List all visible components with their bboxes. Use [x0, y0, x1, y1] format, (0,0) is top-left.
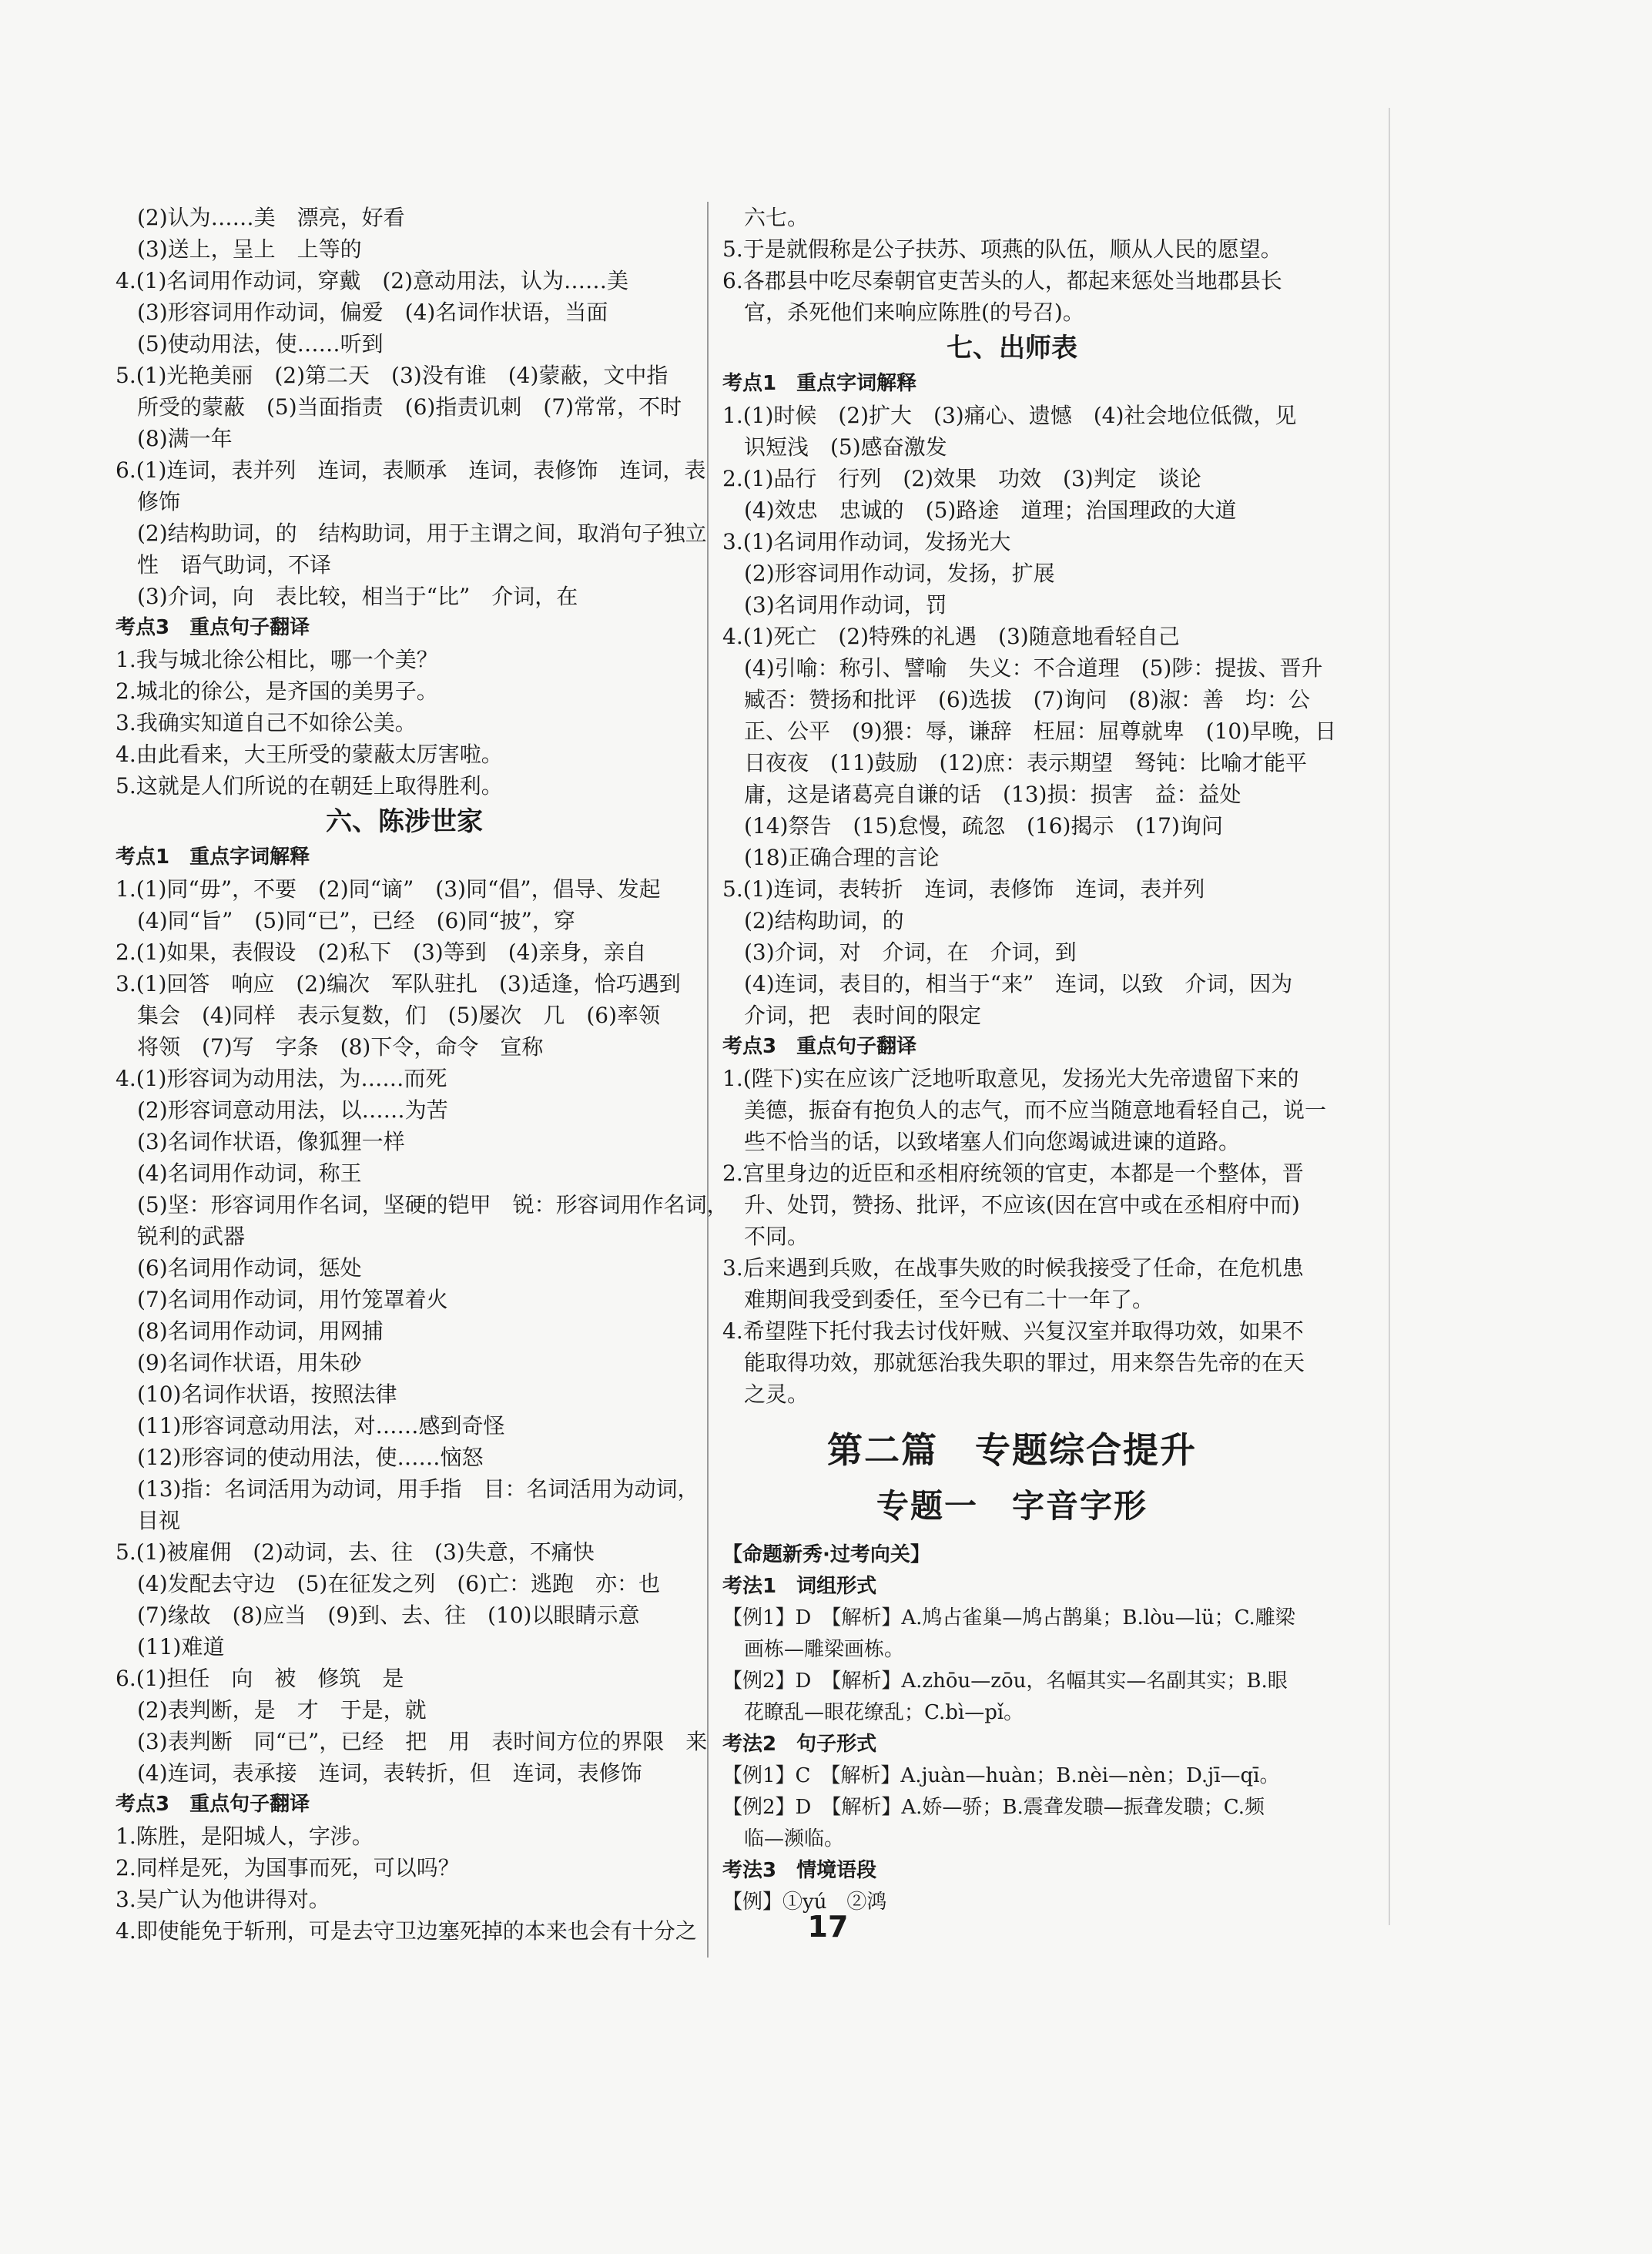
subsection-heading: 考点3 重点句子翻译	[116, 1793, 310, 1816]
text-line: 美德，振奋有抱负人的志气，而不应当随意地看轻自己，说一	[744, 1097, 1327, 1123]
text-line: 5.(1)被雇佣 (2)动词，去、往 (3)失意，不痛快	[116, 1539, 595, 1565]
text-line: 集会 (4)同样 表示复数，们 (5)屡次 几 (6)率领	[137, 1003, 660, 1028]
text-line: (2)结构助词，的	[744, 908, 904, 933]
text-line: (3)名词用作动词，罚	[744, 592, 947, 618]
subsection-heading: 考法2 句子形式	[722, 1733, 877, 1756]
text-line: 5.(1)光艳美丽 (2)第二天 (3)没有谁 (4)蒙蔽，文中指	[116, 363, 669, 388]
text-line: (2)认为……美 漂亮，好看	[137, 205, 405, 230]
subsection-heading: 考点1 重点字词解释	[722, 372, 917, 395]
text-line: (13)指：名词活用为动词，用手指 目：名词活用为动词，	[137, 1476, 699, 1502]
text-line: (4)同“旨” (5)同“已”，已经 (6)同“披”，穿	[137, 908, 575, 933]
text-line: 4.(1)形容词为动用法，为……而死	[116, 1066, 447, 1091]
subsection-heading: 考法3 情境语段	[722, 1859, 877, 1882]
text-line: (2)形容词意动用法，以……为苦	[137, 1097, 448, 1123]
text-line: (6)名词用作动词，惩处	[137, 1255, 362, 1281]
text-line: 5.这就是人们所说的在朝廷上取得胜利。	[116, 773, 503, 799]
text-line: 1.(陛下)实在应该广泛地听取意见，发扬光大先帝遗留下来的	[722, 1066, 1299, 1091]
text-line: 3.(1)名词用作动词，发扬光大	[722, 529, 1011, 554]
text-line: 1.(1)时候 (2)扩大 (3)痛心、遗憾 (4)社会地位低微，见	[722, 403, 1297, 428]
text-line: (3)表判断 同“已”，已经 把 用 表时间方位的界限 来	[137, 1729, 708, 1754]
chapter-heading: 专题一 字音字形	[876, 1487, 1148, 1525]
text-line: 1.(1)同“毋”，不要 (2)同“谪” (3)同“倡”，倡导、发起	[116, 876, 661, 902]
text-line: (5)使动用法，使……听到	[137, 331, 384, 357]
text-line: 【例2】D 【解析】A.zhōu—zōu，名幅其实—名副其实；B.眼	[722, 1670, 1288, 1693]
text-line: (3)介词，对 介词，在 介词，到	[744, 939, 1077, 965]
text-line: (2)结构助词，的 结构助词，用于主谓之间，取消句子独立	[137, 521, 707, 546]
text-line: 正、公平 (9)猥：辱，谦辞 枉屈：屈尊就卑 (10)早晚，日	[744, 718, 1337, 744]
text-line: 日夜夜 (11)鼓励 (12)庶：表示期望 驽钝：比喻才能平	[744, 750, 1307, 775]
text-line: (2)形容词用作动词，发扬，扩展	[744, 561, 1055, 586]
subsection-heading: 【命题新秀·过考向关】	[722, 1543, 930, 1566]
text-line: 能取得功效，那就惩治我失职的罪过，用来祭告先帝的在天	[744, 1350, 1305, 1375]
text-line: (9)名词作状语，用朱砂	[137, 1350, 362, 1375]
text-line: (4)连词，表目的，相当于“来” 连词，以致 介词，因为	[744, 971, 1293, 996]
text-line: 4.由此看来，大王所受的蒙蔽太厉害啦。	[116, 742, 503, 767]
text-line: 1.陈胜，是阳城人，字涉。	[116, 1824, 374, 1849]
text-line: 2.城北的徐公，是齐国的美男子。	[116, 678, 438, 704]
page-number: 17	[807, 1910, 849, 1944]
text-line: 花瞭乱—眼花缭乱；C.bì—pǐ。	[744, 1701, 1024, 1724]
text-line: 3.我确实知道自己不如徐公美。	[116, 710, 417, 735]
text-line: 庸，这是诸葛亮自谦的话 (13)损：损害 益：益处	[744, 782, 1242, 807]
text-line: 些不恰当的话，以致堵塞人们向您竭诚进谏的道路。	[744, 1129, 1241, 1154]
text-line: 臧否：赞扬和批评 (6)选拔 (7)询问 (8)淑：善 均：公	[744, 687, 1310, 712]
subsection-heading: 考点3 重点句子翻译	[722, 1035, 917, 1058]
text-line: (14)祭告 (15)怠慢，疏忽 (16)揭示 (17)询问	[744, 813, 1223, 839]
text-line: (3)形容词用作动词，偏爱 (4)名词作状语，当面	[137, 300, 608, 325]
text-line: (4)发配去守边 (5)在征发之列 (6)亡：逃跑 亦：也	[137, 1571, 660, 1596]
text-line: 六七。	[744, 205, 809, 230]
text-line: (11)形容词意动用法，对……感到奇怪	[137, 1413, 505, 1438]
section-heading: 六、陈涉世家	[326, 806, 483, 837]
text-line: 3.后来遇到兵败，在战事失败的时候我接受了任命，在危机患	[722, 1255, 1304, 1281]
text-line: (8)满一年	[137, 426, 233, 451]
text-line: (12)形容词的使动用法，使……恼怒	[137, 1445, 484, 1470]
text-line: 6.各郡县中吃尽秦朝官吏苦头的人，都起来惩处当地郡县长	[722, 268, 1282, 293]
text-line: 1.我与城北徐公相比，哪一个美？	[116, 647, 438, 672]
text-line: 2.(1)品行 行列 (2)效果 功效 (3)判定 谈论	[722, 466, 1201, 491]
chapter-heading: 第二篇 专题综合提升	[827, 1429, 1197, 1471]
text-line: (4)效忠 忠诚的 (5)路途 道理；治国理政的大道	[744, 497, 1237, 523]
text-line: (7)缘故 (8)应当 (9)到、去、往 (10)以眼睛示意	[137, 1603, 640, 1628]
text-line: 2.宫里身边的近臣和丞相府统领的官吏，本都是一个整体，晋	[722, 1160, 1304, 1186]
text-line: 【例1】C 【解析】A.juàn—huàn；B.nèi—nèn；D.jī—qī。	[722, 1764, 1280, 1787]
text-line: (7)名词用作动词，用竹笼罩着火	[137, 1287, 448, 1312]
text-line: (2)表判断，是 才 于是，就	[137, 1697, 427, 1723]
text-line: 【例】①yú ②鸿	[722, 1891, 887, 1914]
text-line: 2.(1)如果，表假设 (2)私下 (3)等到 (4)亲身，亲自	[116, 939, 647, 965]
subsection-heading: 考点1 重点字词解释	[116, 846, 310, 869]
text-line: 4.希望陛下托付我去讨伐奸贼、兴复汉室并取得功效，如果不	[722, 1318, 1304, 1344]
text-line: 6.(1)担任 向 被 修筑 是	[116, 1666, 404, 1691]
text-line: 5.(1)连词，表转折 连词，表修饰 连词，表并列	[722, 876, 1205, 902]
text-line: (10)名词作状语，按照法律	[137, 1382, 397, 1407]
text-line: 介词，把 表时间的限定	[744, 1003, 982, 1028]
text-line: (18)正确合理的言论	[744, 845, 940, 870]
text-line: 3.(1)回答 响应 (2)编次 军队驻扎 (3)适逢，恰巧遇到	[116, 971, 681, 996]
scan-edge-line	[1389, 108, 1390, 1925]
text-line: 所受的蒙蔽 (5)当面指责 (6)指责讥刺 (7)常常，不时	[137, 394, 682, 420]
text-line: (11)难道	[137, 1634, 225, 1660]
text-line: 锐利的武器	[137, 1224, 246, 1249]
column-divider	[707, 202, 709, 1958]
text-line: 修饰	[137, 489, 181, 514]
text-line: 之灵。	[744, 1382, 809, 1407]
subsection-heading: 考点3 重点句子翻译	[116, 616, 310, 639]
right-column	[722, 202, 1337, 1918]
text-line: 将领 (7)写 字条 (8)下令，命令 宣称	[137, 1034, 544, 1060]
text-line: 目视	[137, 1508, 181, 1533]
text-line: 6.(1)连词，表并列 连词，表顺承 连词，表修饰 连词，表	[116, 457, 706, 483]
text-line: 性 语气助词，不译	[137, 552, 332, 578]
text-line: (3)名词作状语，像狐狸一样	[137, 1129, 405, 1154]
text-line: (3)介词，向 表比较，相当于“比” 介词，在	[137, 584, 578, 609]
text-line: 5.于是就假称是公子扶苏、项燕的队伍，顺从人民的愿望。	[722, 236, 1282, 262]
text-line: 【例2】D 【解析】A.娇—骄；B.震聋发聩—振聋发聩；C.频	[722, 1796, 1265, 1819]
text-line: (4)名词用作动词，称王	[137, 1160, 362, 1186]
section-heading: 七、出师表	[947, 333, 1077, 363]
text-line: 画栋—雕梁画栋。	[744, 1638, 905, 1661]
text-line: 3.吴广认为他讲得对。	[116, 1887, 330, 1912]
subsection-heading: 考法1 词组形式	[722, 1575, 877, 1598]
text-line: 难期间我受到委任，至今已有二十一年了。	[744, 1287, 1154, 1312]
text-line: 4.(1)名词用作动词，穿戴 (2)意动用法，认为……美	[116, 268, 629, 293]
text-line: (8)名词用作动词，用网捕	[137, 1318, 384, 1344]
text-line: 识短浅 (5)感奋激发	[744, 434, 947, 460]
text-line: 升、处罚，赞扬、批评，不应该(因在宫中或在丞相府中而)	[744, 1192, 1300, 1217]
text-line: (3)送上，呈上 上等的	[137, 236, 362, 262]
text-line: (4)连词，表承接 连词，表转折，但 连词，表修饰	[137, 1760, 642, 1786]
text-line: 【例1】D 【解析】A.鸠占雀巢—鸠占鹊巢；B.lòu—lü；C.雕梁	[722, 1606, 1295, 1629]
text-line: 临—濒临。	[744, 1827, 845, 1850]
text-line: 4.(1)死亡 (2)特殊的礼遇 (3)随意地看轻自己	[722, 624, 1180, 649]
text-line: 官，杀死他们来响应陈胜(的号召)。	[744, 300, 1084, 325]
text-line: 不同。	[744, 1224, 809, 1249]
left-column	[116, 202, 729, 1947]
text-line: 4.即使能免于斩刑，可是去守卫边塞死掉的本来也会有十分之	[116, 1918, 697, 1944]
text-line: (5)坚：形容词用作名词，坚硬的铠甲 锐：形容词用作名词，	[137, 1192, 729, 1217]
text-line: (4)引喻：称引、譬喻 失义：不合道理 (5)陟：提拔、晋升	[744, 655, 1323, 681]
text-line: 2.同样是死，为国事而死，可以吗？	[116, 1855, 460, 1881]
